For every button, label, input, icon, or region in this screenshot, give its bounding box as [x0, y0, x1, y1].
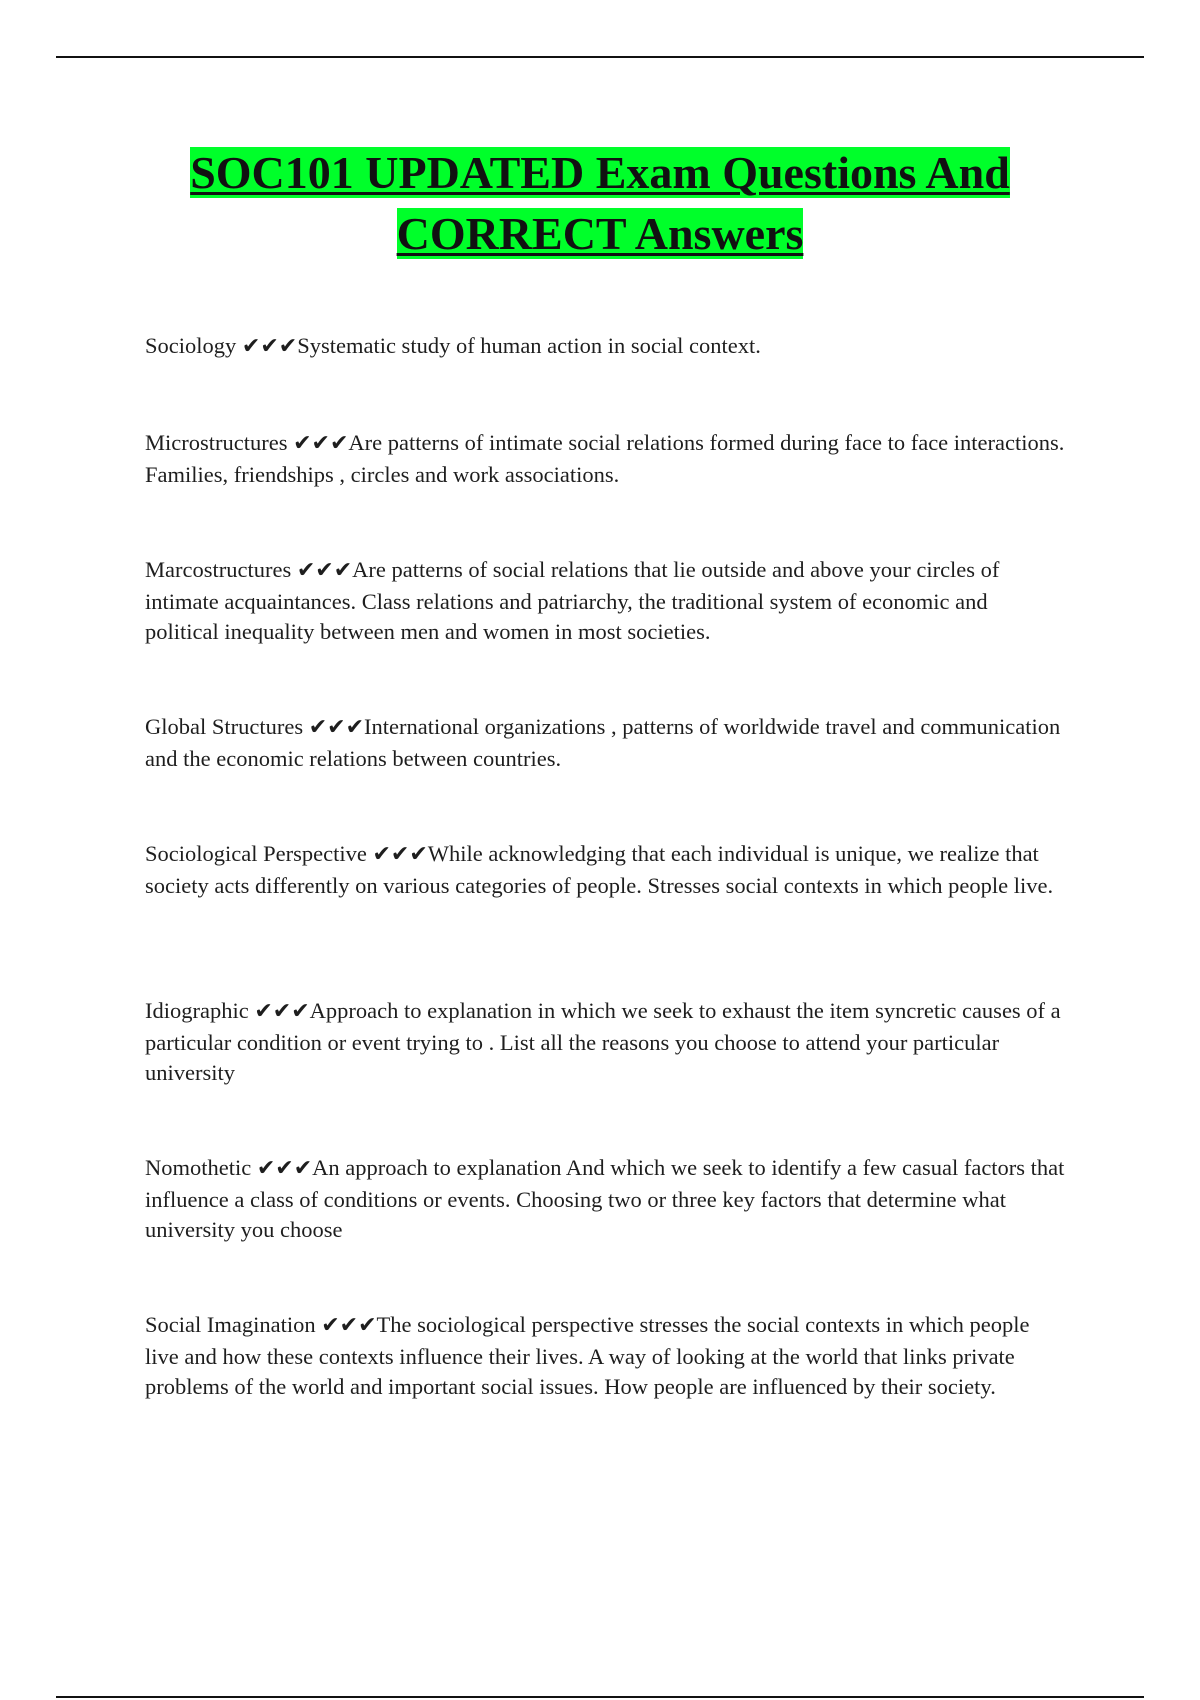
entry-definition: While acknowledging that each individual is unique, we realize that society acts differently on various categories of people. Stresses social contexts in which people live.	[145, 841, 1054, 898]
entry-definition: Approach to explanation in which we seek to exhaust the item syncretic causes of a particular condition or event trying to . List all the reasons you choose to attend your particular university	[145, 998, 1061, 1085]
qa-entry	[145, 996, 1065, 1089]
entry-definition: International organizations , patterns of worldwide travel and communication and the economic relations between countries.	[145, 714, 1061, 771]
check-marks-icon: ✔✔✔	[254, 999, 310, 1024]
check-marks-icon: ✔✔✔	[321, 1313, 377, 1338]
check-marks-icon: ✔✔✔	[296, 558, 353, 583]
qa-entry	[145, 428, 1065, 490]
qa-entry	[145, 1310, 1065, 1403]
qa-entry	[145, 712, 1065, 774]
entry-term: Microstructures	[145, 430, 288, 455]
entry-term: Sociological Perspective	[145, 841, 367, 866]
check-marks-icon: ✔✔✔	[256, 1156, 313, 1181]
entry-definition: Are patterns of intimate social relations formed during face to face interactions. Families, friendships , circles and work associations.	[145, 430, 1065, 487]
check-marks-icon: ✔✔✔	[372, 842, 428, 867]
entry-term: Global Structures	[145, 714, 304, 739]
entry-term: Social Imagination	[145, 1312, 316, 1337]
check-marks-icon: ✔✔✔	[241, 334, 298, 359]
entry-definition: Systematic study of human action in social context.	[297, 333, 761, 358]
entry-term: Idiographic	[145, 998, 249, 1023]
entry-term: Sociology	[145, 333, 237, 358]
qa-entry	[145, 555, 1065, 648]
entry-definition: An approach to explanation And which we seek to identify a few casual factors that influence a class of conditions or events. Choosing two or three key factors that determine what university you choose	[145, 1155, 1065, 1242]
bottom-rule	[56, 1696, 1144, 1698]
check-marks-icon: ✔✔✔	[308, 715, 365, 740]
qa-entry	[145, 331, 1065, 363]
check-marks-icon: ✔✔✔	[293, 431, 349, 456]
qa-entry	[145, 1153, 1065, 1246]
entry-term: Marcostructures	[145, 557, 292, 582]
qa-entry	[145, 839, 1065, 901]
document-title: SOC101 UPDATED Exam Questions And CORRECT Answers	[190, 147, 1010, 259]
entry-term: Nomothetic	[145, 1155, 252, 1180]
top-rule	[56, 56, 1144, 58]
title-block	[140, 142, 1060, 264]
entry-definition: Are patterns of social relations that lie outside and above your circles of intimate acquaintances. Class relations and patriarchy, the traditional system of economic and political inequality between men and women in most societies.	[145, 557, 1000, 644]
entry-definition: The sociological perspective stresses the social contexts in which people live and how these contexts influence their lives. A way of looking at the world that links private problems of the world and important social issues. How people are influenced by their society.	[145, 1312, 1030, 1399]
